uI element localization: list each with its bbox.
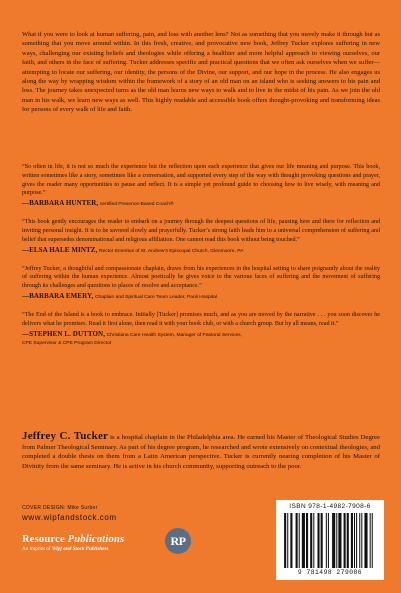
endorsement-quote: “Jeffrey Tucker, a thoughtful and compassionate chaplain, draws from his experiences in the hospital setting to share poignantly about the reality of suffering within the human experience. Almost poetically he gives voice to the various faces of suffering and the movement of suffering through its challenges and questions to places of resolve and acceptance.” [22, 265, 380, 290]
publisher-website: www.wipfandstock.com [22, 513, 117, 522]
endorsement-credit [22, 199, 380, 209]
endorser-name: —BARBARA HUNTER, [22, 199, 99, 208]
author-bio-text: is a hospital chaplain in the Philadelphia area. He earned his Master of Theological Studies Degree from Palmer Theological Seminary. As part of his degree program, he researched and wrote extensively on contextual theologies, and completed a double thesis on them from a Latin American perspective. Tucker is currently nearing completion of his Master of Divinity from the same seminary. He is active in his church community, supporting outreach to the poor. [22, 434, 380, 470]
endorsement-credit [22, 246, 380, 256]
endorser-role: Chaplain and Spiritual Care Team Leader, Paoli Hospital [94, 294, 217, 300]
endorsement [22, 218, 380, 255]
author-bio [22, 432, 380, 471]
isbn-barcode-box [276, 500, 384, 580]
endorsements [22, 163, 380, 356]
endorsement-credit [22, 330, 380, 347]
endorser-name: —ELSA HALE MINTZ, [22, 245, 98, 254]
imprint-prefix: An imprint of [22, 546, 52, 552]
endorsement [22, 311, 380, 347]
endorser-role: Rector Emeritus of St. Andrew’s Episcopal Church, Glenmoore, PA [98, 248, 244, 254]
endorser-name: —BARBARA EMERY, [22, 291, 94, 300]
endorsement-quote: “So often in life, it is not so much the experience but the reflection upon each experience that gives our life meaning and purpose. This book, written sometimes like a story, sometimes like a conversation, and supported every step of the way with thought provoking questions and prayer, gives the reader many opportunities to pause and reflect. It is a simple yet profound guide to choosing how to live wisely, with meaning and purpose.” [22, 164, 380, 197]
publisher-name-bold: Resource [22, 534, 68, 545]
isbn-label: ISBN 978-1-4982-7908-6 [289, 503, 371, 510]
endorser-role-line-2: CPE Supervisor & CPE Program Director [22, 340, 112, 346]
book-blurb: What if you were to look at human suffering, pain, and loss with another lens? Not as something that you merely make it through but as something that you move around within. In this fresh, creative, and provocative new book, Jeffrey Tucker explores suffering in new ways, challenging our existing beliefs and theologies while offering a healthier and more helpful approach to viewing ourselves, our faith, and others in the face of suffering. Tucker addresses specific and practical questions that we often ask ourselves when we suffer—attempting to locate our suffering, our identity, the persons of the Divine, our support, and our hope in the process. He also engages us along the way by wrapping wisdom within the framework of a story of an old man on an island who is seeking answers to his pain and loss. The journey takes unexpected turns as the old man learns new ways to walk and to live in the midst of his pain. As we join the old man in his walk, we learn new ways as well. This highly readable and accessible book offers thought-provoking and transforming ideas for persons of every walk of life and faith. [22, 31, 380, 114]
rp-logo-icon: RP [165, 528, 191, 554]
publisher-name-italic: Publications [67, 534, 125, 545]
endorser-name: —STEPHEN L. DUTTON, [22, 329, 106, 338]
cover-design-credit: COVER DESIGN: Mike Surber [22, 505, 98, 511]
endorser-role: certified Presence-Based Coach® [99, 202, 174, 208]
barcode-icon [282, 513, 378, 568]
endorsement [22, 265, 380, 302]
endorsement-credit [22, 292, 380, 302]
barcode-digits: 9 781498 279086 [297, 569, 363, 576]
endorsement-quote: “This book gently encourages the reader to embark on a journey through the deepest questions of life, pausing here and there for reflection and inviting personal insight. It is to be savored slowly and prayerfully. Tucker’s strong faith leads him to a universal comprehension of suffering and belief that supersedes denominational and religious affiliation. One cannot read this book without being touched.” [22, 219, 380, 243]
endorser-role: Christiana Care Health System, Manager of Pastoral Services, [106, 332, 242, 338]
footer-credits [22, 505, 222, 522]
endorsement [22, 163, 380, 209]
author-name: Jeffrey C. Tucker [22, 430, 109, 442]
endorsement-quote: “The End of the Island is a book to embrace. Initially [Tucker] promises much, and as you are moved by the narrative . . . you soon discover he delivers what he promises. Read it first alone, then read it with your book club, or with a church group. But by all means, read it.” [22, 311, 380, 327]
imprint-name: Wipf and Stock Publishers [51, 546, 109, 552]
